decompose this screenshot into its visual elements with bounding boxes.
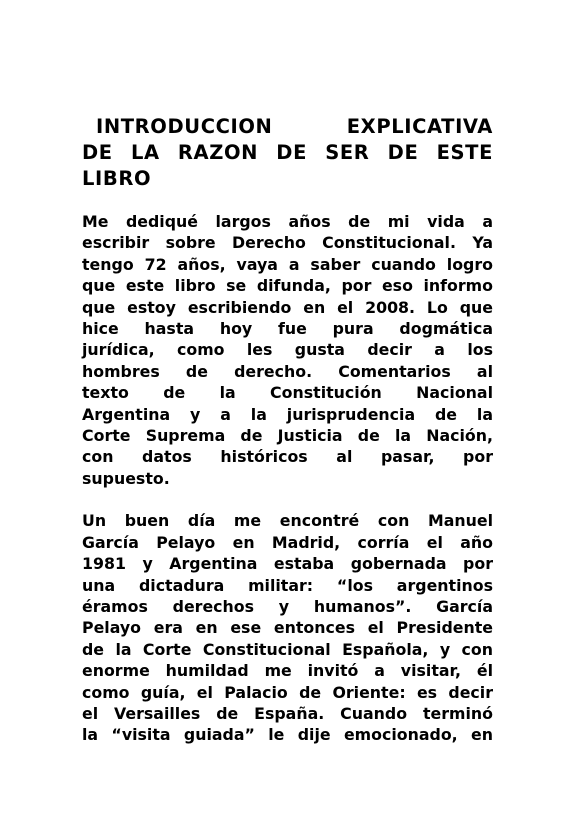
- text-line: Pelayo era en ese entonces el Presidente: [82, 618, 493, 638]
- text-line: Argentina y a la jurisprudencia de la: [82, 404, 493, 424]
- text-line: la “visita guiada” le dije emocionado, en: [82, 725, 493, 745]
- text-line: que este libro se difunda, por eso informo: [82, 276, 493, 296]
- paragraph-garcia-pelayo: [82, 510, 493, 745]
- text-line: texto de la Constitución Nacional: [82, 383, 493, 403]
- text-line: como guía, el Palacio de Oriente: es decir: [82, 682, 493, 702]
- text-line: el Versailles de España. Cuando terminó: [82, 703, 493, 723]
- text-line: éramos derechos y humanos”. García: [82, 596, 493, 616]
- text-line: enorme humildad me invitó a visitar, él: [82, 661, 493, 681]
- title-line: LIBRO: [82, 167, 152, 190]
- text-line: jurídica, como les gusta decir a los: [82, 340, 493, 360]
- text-line: Un buen día me encontré con Manuel: [82, 511, 493, 531]
- text-line: tengo 72 años, vaya a saber cuando logro: [82, 254, 493, 274]
- title-line: INTRODUCCION EXPLICATIVA: [96, 115, 493, 138]
- text-line: de la Corte Constitucional Española, y con: [82, 639, 493, 659]
- paragraph-intro: [82, 211, 493, 489]
- text-line: escribir sobre Derecho Constitucional. Ya: [82, 233, 493, 253]
- text-line: Corte Suprema de Justicia de la Nación,: [82, 426, 493, 446]
- text-line: con datos históricos al pasar, por: [82, 447, 493, 467]
- text-line: Me dediqué largos años de mi vida a: [82, 212, 493, 231]
- page-title: [82, 114, 493, 192]
- text-line: hice hasta hoy fue pura dogmática: [82, 319, 493, 339]
- text-line: 1981 y Argentina estaba gobernada por: [82, 554, 493, 574]
- text-line: que estoy escribiendo en el 2008. Lo que: [82, 297, 493, 317]
- text-line: supuesto.: [82, 468, 170, 488]
- text-line: una dictadura militar: “los argentinos: [82, 575, 493, 595]
- text-line: hombres de derecho. Comentarios al: [82, 361, 493, 381]
- title-line: DE LA RAZON DE SER DE ESTE: [82, 141, 493, 164]
- document-body: [82, 114, 493, 746]
- text-line: García Pelayo en Madrid, corría el año: [82, 532, 493, 552]
